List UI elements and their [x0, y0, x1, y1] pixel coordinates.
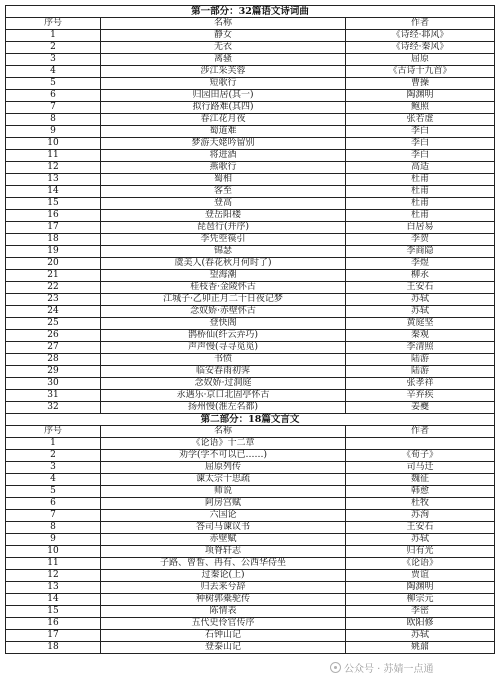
table-row: [6, 126, 495, 138]
cell-author: 高适: [346, 162, 495, 174]
table-row: [6, 558, 495, 570]
cell-title: 师说: [101, 486, 346, 498]
table-row: [6, 462, 495, 474]
cell-number: 12: [6, 570, 101, 582]
table-row: [6, 174, 495, 186]
cell-author: 李白: [346, 150, 495, 162]
cell-title: 赤壁赋: [101, 534, 346, 546]
cell-title: 望海潮: [101, 270, 346, 282]
cell-title: 离骚: [101, 54, 346, 66]
cell-number: 7: [6, 102, 101, 114]
cell-title: 《论语》十二章: [101, 438, 346, 450]
cell-title: 客至: [101, 186, 346, 198]
cell-number: 18: [6, 642, 101, 654]
table-row: [6, 534, 495, 546]
cell-title: 石钟山记: [101, 630, 346, 642]
cell-author: 归有光: [346, 546, 495, 558]
cell-author: 柳宗元: [346, 594, 495, 606]
cell-author: 李白: [346, 126, 495, 138]
cell-author: 张孝祥: [346, 378, 495, 390]
cell-number: 29: [6, 366, 101, 378]
cell-number: 7: [6, 510, 101, 522]
cell-number: 19: [6, 246, 101, 258]
cell-title: 燕歌行: [101, 162, 346, 174]
table-header-row: [6, 426, 495, 438]
table-row: [6, 330, 495, 342]
table-row: [6, 510, 495, 522]
section-title-row: [6, 6, 495, 18]
table-row: [6, 618, 495, 630]
cell-title: 扬州慢(淮左名都): [101, 402, 346, 414]
cell-author: 苏轼: [346, 630, 495, 642]
table-row: [6, 630, 495, 642]
table-row: [6, 390, 495, 402]
table-header-row: [6, 18, 495, 30]
cell-author: 白居易: [346, 222, 495, 234]
cell-author: 鲍照: [346, 102, 495, 114]
cell-title: 蜀道难: [101, 126, 346, 138]
table-row: [6, 210, 495, 222]
table-row: [6, 186, 495, 198]
header-title: 名称: [101, 426, 346, 438]
cell-number: 2: [6, 42, 101, 54]
table-row: [6, 66, 495, 78]
cell-title: 登泰山记: [101, 642, 346, 654]
cell-author: 杜牧: [346, 498, 495, 510]
cell-title: 陈情表: [101, 606, 346, 618]
cell-number: 25: [6, 318, 101, 330]
cell-author: 王安石: [346, 522, 495, 534]
cell-number: 1: [6, 438, 101, 450]
cell-title: 念奴娇·赤壁怀古: [101, 306, 346, 318]
table-row: [6, 318, 495, 330]
section-title-row: [6, 414, 495, 426]
cell-author: 陆游: [346, 354, 495, 366]
cell-number: 16: [6, 210, 101, 222]
cell-number: 9: [6, 126, 101, 138]
cell-title: 梦游天姥吟留别: [101, 138, 346, 150]
header-number: 序号: [6, 426, 101, 438]
cell-number: 12: [6, 162, 101, 174]
cell-author: 贾谊: [346, 570, 495, 582]
table-row: [6, 282, 495, 294]
header-title: 名称: [101, 18, 346, 30]
table-row: [6, 234, 495, 246]
cell-title: 李凭箜篌引: [101, 234, 346, 246]
table-row: [6, 378, 495, 390]
cell-title: 声声慢(寻寻觅觅): [101, 342, 346, 354]
cell-number: 5: [6, 78, 101, 90]
cell-author: 杜甫: [346, 198, 495, 210]
cell-author: 韩愈: [346, 486, 495, 498]
cell-author: 司马迁: [346, 462, 495, 474]
cell-title: 虞美人(春花秋月何时了): [101, 258, 346, 270]
cell-title: 屈原列传: [101, 462, 346, 474]
cell-title: 项脊轩志: [101, 546, 346, 558]
table-row: [6, 114, 495, 126]
cell-author: 《荀子》: [346, 450, 495, 462]
cell-number: 3: [6, 54, 101, 66]
cell-title: 短歌行: [101, 78, 346, 90]
cell-number: 30: [6, 378, 101, 390]
cell-author: 《诗经·秦风》: [346, 42, 495, 54]
cell-number: 22: [6, 282, 101, 294]
cell-title: 琵琶行(并序): [101, 222, 346, 234]
cell-title: 谏太宗十思疏: [101, 474, 346, 486]
cell-title: 五代史伶官传序: [101, 618, 346, 630]
cell-number: 9: [6, 534, 101, 546]
table-row: [6, 294, 495, 306]
table-row: [6, 366, 495, 378]
cell-author: 李煜: [346, 258, 495, 270]
table-row: [6, 222, 495, 234]
cell-author: 杜甫: [346, 174, 495, 186]
table-row: [6, 342, 495, 354]
cell-title: 种树郭橐驼传: [101, 594, 346, 606]
cell-title: 登高: [101, 198, 346, 210]
cell-author: 张若虚: [346, 114, 495, 126]
cell-title: 归去来兮辞: [101, 582, 346, 594]
cell-title: 临安春雨初霁: [101, 366, 346, 378]
table-row: [6, 54, 495, 66]
cell-title: 涉江采芙蓉: [101, 66, 346, 78]
cell-title: 书愤: [101, 354, 346, 366]
table-row: [6, 606, 495, 618]
cell-author: 姚鼐: [346, 642, 495, 654]
cell-number: 28: [6, 354, 101, 366]
table-row: [6, 78, 495, 90]
cell-title: 念奴娇·过洞庭: [101, 378, 346, 390]
cell-number: 21: [6, 270, 101, 282]
cell-number: 18: [6, 234, 101, 246]
cell-number: 4: [6, 66, 101, 78]
table-row: [6, 30, 495, 42]
cell-title: 静女: [101, 30, 346, 42]
cell-number: 16: [6, 618, 101, 630]
cell-title: 登快阁: [101, 318, 346, 330]
cell-author: 黄庭坚: [346, 318, 495, 330]
cell-number: 14: [6, 594, 101, 606]
table-row: [6, 582, 495, 594]
cell-title: 永遇乐·京口北固亭怀古: [101, 390, 346, 402]
cell-author: 《古诗十九首》: [346, 66, 495, 78]
cell-number: 14: [6, 186, 101, 198]
table-row: [6, 90, 495, 102]
cell-author: 李清照: [346, 342, 495, 354]
table-row: [6, 594, 495, 606]
cell-title: 登岳阳楼: [101, 210, 346, 222]
cell-author: 苏轼: [346, 306, 495, 318]
cell-author: 李商隐: [346, 246, 495, 258]
cell-number: 6: [6, 498, 101, 510]
cell-author: 辛弃疾: [346, 390, 495, 402]
cell-author: 杜甫: [346, 186, 495, 198]
cell-number: 2: [6, 450, 101, 462]
section-title: 第一部分：32篇语文诗词曲: [6, 6, 495, 18]
table-row: [6, 246, 495, 258]
cell-number: 13: [6, 174, 101, 186]
cell-title: 六国论: [101, 510, 346, 522]
table-row: [6, 354, 495, 366]
cell-title: 劝学(学不可以已……): [101, 450, 346, 462]
table-row: [6, 270, 495, 282]
cell-title: 桂枝香·金陵怀古: [101, 282, 346, 294]
cell-author: 陶渊明: [346, 582, 495, 594]
cell-author: 姜夔: [346, 402, 495, 414]
cell-title: 锦瑟: [101, 246, 346, 258]
table-row: [6, 258, 495, 270]
cell-number: 17: [6, 222, 101, 234]
table-row: [6, 402, 495, 414]
cell-author: 秦观: [346, 330, 495, 342]
wechat-channel-icon: [330, 662, 341, 673]
cell-title: 蜀相: [101, 174, 346, 186]
cell-title: 江城子·乙卯正月二十日夜记梦: [101, 294, 346, 306]
table-row: [6, 198, 495, 210]
cell-number: 13: [6, 582, 101, 594]
cell-number: 26: [6, 330, 101, 342]
header-number: 序号: [6, 18, 101, 30]
watermark: [330, 660, 434, 675]
cell-number: 10: [6, 546, 101, 558]
cell-number: 15: [6, 198, 101, 210]
cell-author: 陆游: [346, 366, 495, 378]
table-row: [6, 450, 495, 462]
section-title: 第二部分：18篇文言文: [6, 414, 495, 426]
cell-author: 屈原: [346, 54, 495, 66]
table-row: [6, 438, 495, 450]
table-row: [6, 138, 495, 150]
cell-number: 11: [6, 558, 101, 570]
cell-title: 过秦论(上): [101, 570, 346, 582]
cell-author: 陶渊明: [346, 90, 495, 102]
cell-author: 曹操: [346, 78, 495, 90]
table-row: [6, 102, 495, 114]
cell-author: 杜甫: [346, 210, 495, 222]
cell-number: 27: [6, 342, 101, 354]
cell-number: 10: [6, 138, 101, 150]
cell-author: 苏轼: [346, 534, 495, 546]
cell-number: 5: [6, 486, 101, 498]
cell-number: 20: [6, 258, 101, 270]
poetry-prose-table: [5, 5, 495, 654]
cell-number: 6: [6, 90, 101, 102]
cell-author: [346, 438, 495, 450]
cell-title: 拟行路难(其四): [101, 102, 346, 114]
cell-author: 王安石: [346, 282, 495, 294]
table-row: [6, 570, 495, 582]
table-row: [6, 42, 495, 54]
cell-author: 李密: [346, 606, 495, 618]
cell-number: 4: [6, 474, 101, 486]
cell-number: 3: [6, 462, 101, 474]
cell-author: 柳永: [346, 270, 495, 282]
cell-title: 阿房宫赋: [101, 498, 346, 510]
cell-number: 8: [6, 522, 101, 534]
table-row: [6, 486, 495, 498]
watermark-text: 公众号 · 苏婧一点通: [344, 664, 434, 675]
cell-title: 将进酒: [101, 150, 346, 162]
cell-title: 春江花月夜: [101, 114, 346, 126]
cell-author: 苏轼: [346, 294, 495, 306]
table-row: [6, 306, 495, 318]
table-row: [6, 150, 495, 162]
cell-number: 11: [6, 150, 101, 162]
cell-title: 子路、曾皙、冉有、公西华侍坐: [101, 558, 346, 570]
cell-number: 23: [6, 294, 101, 306]
cell-author: 苏洵: [346, 510, 495, 522]
table-row: [6, 498, 495, 510]
cell-number: 1: [6, 30, 101, 42]
cell-number: 31: [6, 390, 101, 402]
cell-title: 归园田居(其一): [101, 90, 346, 102]
document-page: [5, 5, 494, 654]
cell-author: 魏征: [346, 474, 495, 486]
cell-number: 15: [6, 606, 101, 618]
table-row: [6, 642, 495, 654]
cell-number: 8: [6, 114, 101, 126]
table-body: [6, 6, 495, 654]
cell-author: 《论语》: [346, 558, 495, 570]
cell-title: 鹊桥仙(纤云弄巧): [101, 330, 346, 342]
cell-author: 《诗经·邶风》: [346, 30, 495, 42]
cell-author: 李白: [346, 138, 495, 150]
cell-number: 32: [6, 402, 101, 414]
cell-author: 李贺: [346, 234, 495, 246]
cell-number: 17: [6, 630, 101, 642]
cell-title: 无衣: [101, 42, 346, 54]
header-author: 作者: [346, 18, 495, 30]
header-author: 作者: [346, 426, 495, 438]
table-row: [6, 474, 495, 486]
cell-author: 欧阳修: [346, 618, 495, 630]
cell-title: 答司马谏议书: [101, 522, 346, 534]
cell-number: 24: [6, 306, 101, 318]
table-row: [6, 522, 495, 534]
table-row: [6, 162, 495, 174]
table-row: [6, 546, 495, 558]
